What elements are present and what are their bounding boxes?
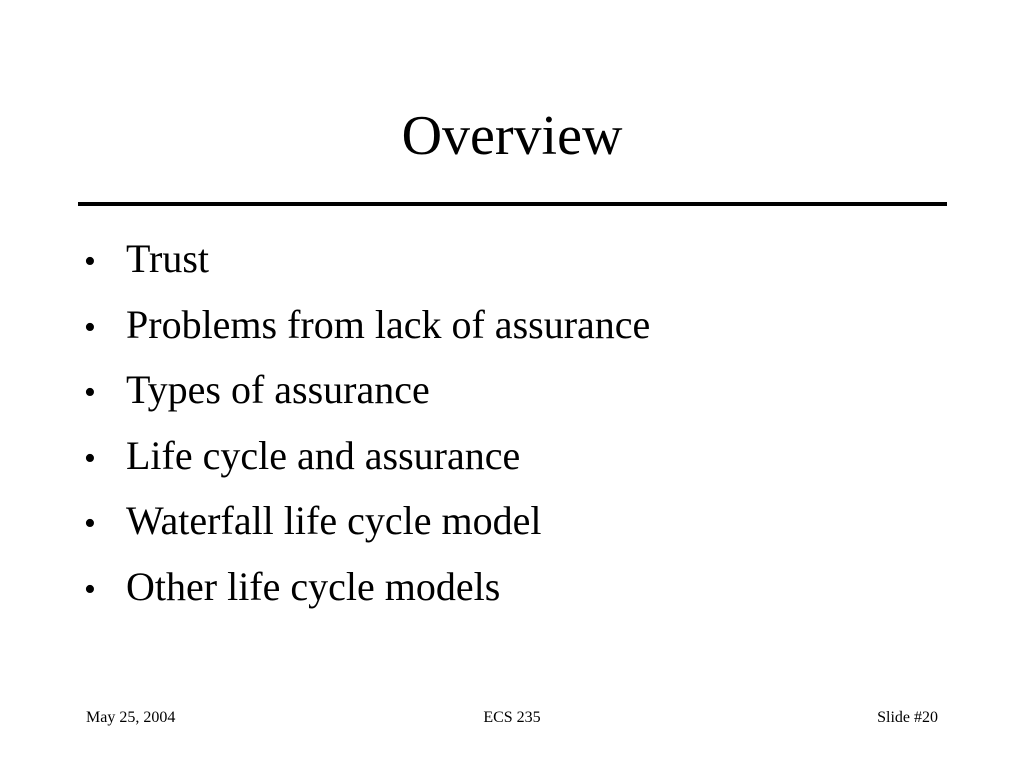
- slide-title: Overview: [401, 105, 623, 167]
- list-item: [84, 357, 650, 423]
- bullet-text: Trust: [126, 236, 210, 281]
- bullet-text: Types of assurance: [126, 367, 430, 412]
- list-item: [84, 226, 650, 292]
- bullet-icon: •: [84, 505, 96, 542]
- footer-course: ECS 235: [483, 709, 541, 726]
- bullet-icon: •: [84, 570, 96, 608]
- bullet-text: Waterfall life cycle model: [126, 498, 542, 543]
- footer-date: May 25, 2004: [86, 709, 176, 726]
- bullet-text: Life cycle and assurance: [126, 432, 521, 478]
- bullet-icon: •: [84, 243, 96, 280]
- list-item: [84, 554, 650, 620]
- bullet-text: Other life cycle models: [126, 563, 501, 609]
- bullet-icon: •: [84, 374, 96, 411]
- list-item: [84, 488, 650, 554]
- bullet-icon: •: [84, 439, 96, 477]
- footer-slide-number: Slide #20: [877, 709, 938, 726]
- bullet-list: [84, 226, 650, 619]
- list-item: [84, 292, 650, 358]
- bullet-text: Problems from lack of assurance: [126, 301, 651, 347]
- list-item: [84, 423, 650, 489]
- title-divider: [78, 202, 947, 206]
- bullet-icon: •: [84, 308, 96, 346]
